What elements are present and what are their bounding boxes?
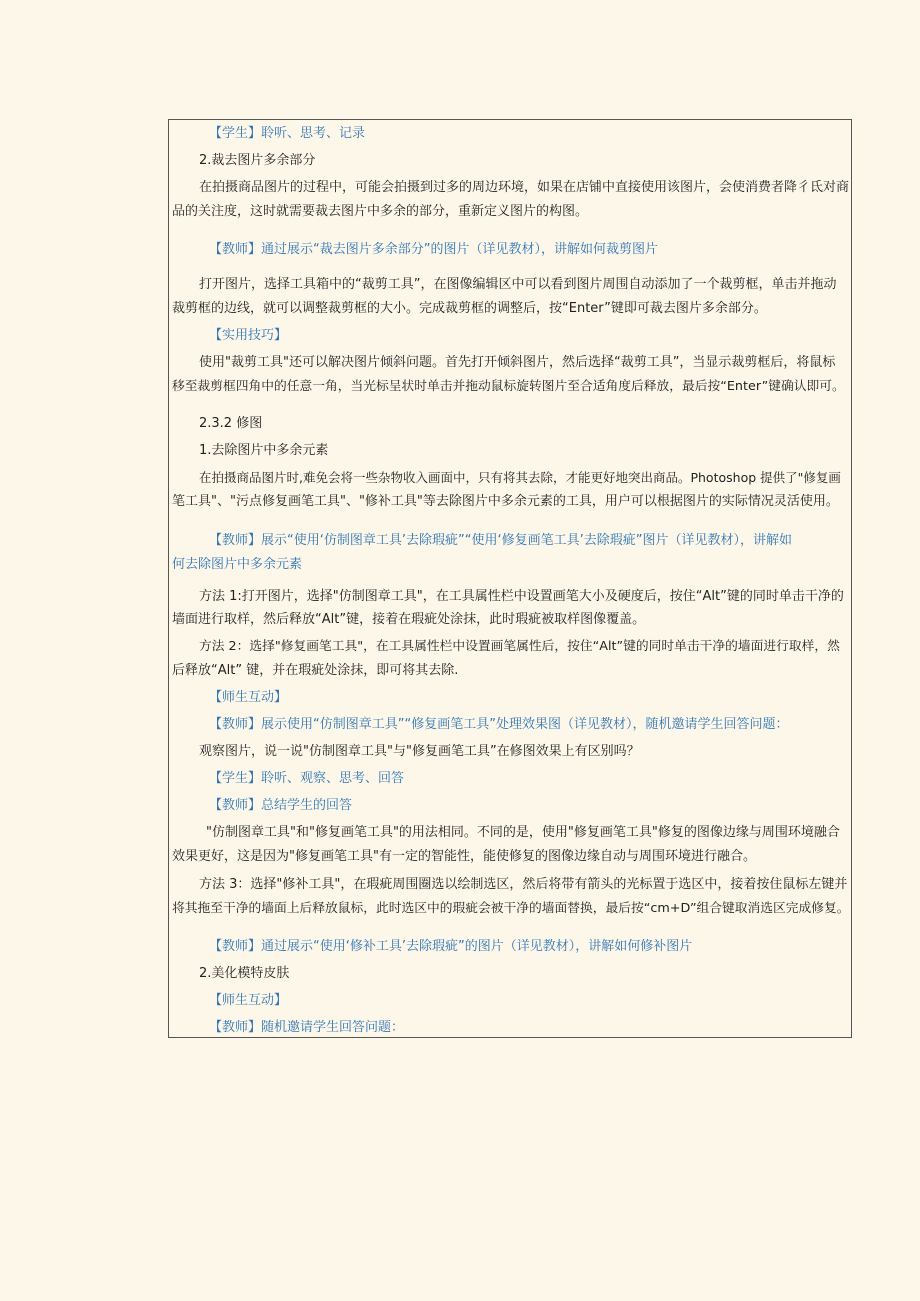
paragraph-line: 在拍摄商品图片时,难免会将一些杂物收入画面中，只有将其去除，才能更好地突出商品。Photoshop 提供了"修复画 <box>199 470 841 485</box>
interaction-heading: 【师生互动】 <box>209 690 288 705</box>
teacher-activity-line: 【教师】随机邀请学生回答问题： <box>209 1020 405 1035</box>
paragraph-line: 移至裁剪框四角中的任意一角，当光标呈状时单击并拖动鼠标旋转图片至合适角度后释放，最后按“Enter”键确认即可。 <box>172 379 845 394</box>
question-line: 观察图片，说一说"仿制图章工具"与"修复画笔工具”在修图效果上有区别吗？ <box>199 744 640 759</box>
teacher-activity-line: 【教师】展示使用“仿制图章工具”“修复画笔工具”处理效果图（详见教材），随机邀请学生回答问题： <box>209 717 789 732</box>
paragraph-line: 品的关注度，这时就需要裁去图片中多余的部分，重新定义图片的构图。 <box>172 204 589 219</box>
paragraph-line: 在拍摄商品图片的过程中，可能会拍摄到过多的周边环境，如果在店铺中直接使用该图片，会使消费者降彳氐对商 <box>199 180 850 195</box>
method-3-line: 方法 3：选择"修补工具"，在瑕疵周围圈选以绘制选区，然后将带有箭头的光标置于选区中，接着按住鼠标左键并 <box>199 877 848 892</box>
paragraph-line: 裁剪框的边线，就可以调整裁剪框的大小。完成裁剪框的调整后，按“Enter”键即可裁去图片多余部分。 <box>172 301 767 316</box>
paragraph-line: 使用"裁剪工具"还可以解决图片倾斜问题。首先打开倾斜图片，然后选择“裁剪工具”，当显示裁剪框后，将鼠标 <box>199 355 836 370</box>
section-heading-skin: 2.美化模特皮肤 <box>199 966 290 981</box>
method-2-line: 方法 2：选择"修复画笔工具"，在工具属性栏中设置画笔属性后，按住“Alt”键的同时单击干净的墙面进行取样，然 <box>199 639 840 654</box>
teacher-activity-line: 【教师】通过展示“使用‘修补工具’去除瑕疵”的图片（详见教材），讲解如何修补图片 <box>209 939 693 954</box>
method-2-line: 后释放“Alt” 键，并在瑕疵处涂抹，即可将其去除. <box>172 663 459 678</box>
practical-tip-heading: 【实用技巧】 <box>209 328 288 343</box>
section-heading-crop: 2.裁去图片多余部分 <box>199 153 316 168</box>
method-1-line: 墙面进行取样，然后释放“Alt”键，接着在瑕疵处涂抹，此时瑕疵被取样图像覆盖。 <box>172 612 646 627</box>
section-heading-remove-elements: 1.去除图片中多余元素 <box>199 443 329 458</box>
teacher-activity-line: 何去除图片中多余元素 <box>172 557 303 572</box>
subsection-heading-retouch: 2.3.2 修图 <box>199 416 263 431</box>
paragraph-line: 打开图片，选择工具箱中的“裁剪工具”，在图像编辑区中可以看到图片周围自动添加了一个裁剪框，单击并拖动 <box>199 277 837 292</box>
paragraph-line: "仿制图章工具"和"修复画笔工具"的用法相同。不同的是，使用"修复画笔工具"修复的图像边缘与周围环境融合 <box>206 825 840 840</box>
interaction-heading: 【师生互动】 <box>209 993 288 1008</box>
student-activity-line: 【学生】聆听、观察、思考、回答 <box>209 771 405 786</box>
teacher-activity-line: 【教师】展示“使用‘仿制图章工具’去除瑕疵”“使用‘修复画笔工具’去除瑕疵”图片（详见教材），讲解如 <box>209 533 792 548</box>
paragraph-line: 笔工具"、"污点修复画笔工具"、"修补工具"等去除图片中多余元素的工具，用户可以根据图片的实际情况灵活使用。 <box>172 494 839 509</box>
teacher-activity-line: 【教师】总结学生的回答 <box>209 798 353 813</box>
teacher-activity-line: 【教师】通过展示“裁去图片多余部分”的图片（详见教材），讲解如何裁剪图片 <box>209 242 658 257</box>
student-activity-line: 【学生】聆听、思考、记录 <box>209 126 366 141</box>
method-3-line: 将其拖至干净的墙面上后释放鼠标，此时选区中的瑕疵会被干净的墙面替换，最后按“cm+D”组合键取消选区完成修复。 <box>172 901 850 916</box>
paragraph-line: 效果更好，这是因为"修复画笔工具"有一定的智能性，能使修复的图像边缘自动与周围环境进行融合。 <box>172 849 756 864</box>
method-1-line: 方法 1:打开图片，选择"仿制图章工具"，在工具属性栏中设置画笔大小及硬度后，按住“Alt”键的同时单击干净的 <box>199 589 844 604</box>
